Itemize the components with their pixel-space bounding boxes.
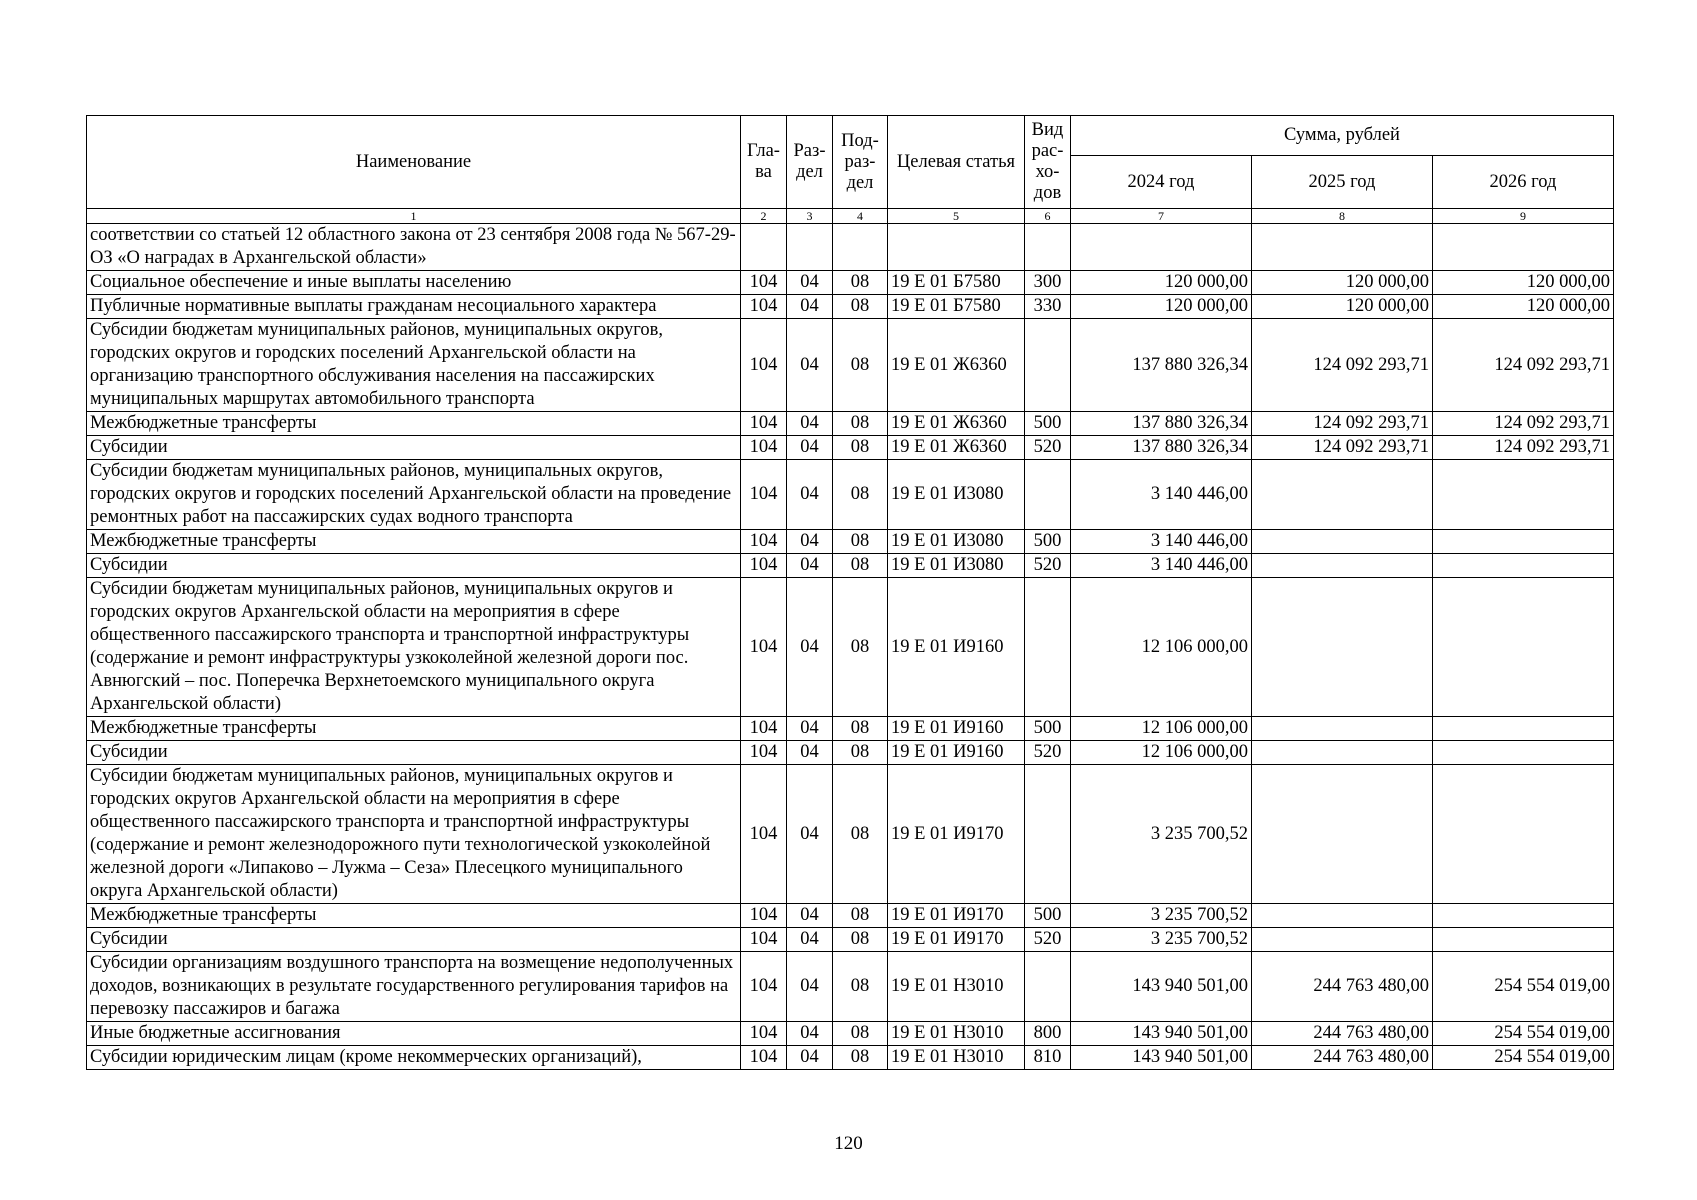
razdel-cell: 04 bbox=[787, 765, 833, 904]
celevaya-statya-cell: 19 Е 01 И3080 bbox=[888, 530, 1025, 554]
sum-2025-cell: 124 092 293,71 bbox=[1252, 319, 1433, 412]
podrazdel-cell: 08 bbox=[833, 295, 888, 319]
sum-2026-cell bbox=[1433, 904, 1614, 928]
row-name: Субсидии bbox=[87, 436, 741, 460]
celevaya-statya-cell: 19 Е 01 И9160 bbox=[888, 578, 1025, 717]
vid-rashodov-cell bbox=[1025, 578, 1071, 717]
podrazdel-cell: 08 bbox=[833, 412, 888, 436]
glava-cell: 104 bbox=[741, 717, 787, 741]
row-name: Межбюджетные трансферты bbox=[87, 717, 741, 741]
sum-2024-cell bbox=[1071, 224, 1252, 271]
razdel-cell bbox=[787, 224, 833, 271]
sum-2026-cell bbox=[1433, 765, 1614, 904]
sum-2025-cell bbox=[1252, 717, 1433, 741]
glava-cell: 104 bbox=[741, 412, 787, 436]
sum-2025-cell: 120 000,00 bbox=[1252, 271, 1433, 295]
column-number: 4 bbox=[833, 209, 888, 224]
podrazdel-cell: 08 bbox=[833, 554, 888, 578]
column-numbers-row bbox=[87, 209, 1614, 224]
header-year-2025: 2025 год bbox=[1252, 156, 1433, 209]
table-row bbox=[87, 412, 1614, 436]
row-name: Субсидии bbox=[87, 741, 741, 765]
sum-2026-cell bbox=[1433, 224, 1614, 271]
sum-2026-cell bbox=[1433, 741, 1614, 765]
sum-2024-cell: 137 880 326,34 bbox=[1071, 412, 1252, 436]
sum-2025-cell bbox=[1252, 554, 1433, 578]
sum-2024-cell: 3 235 700,52 bbox=[1071, 765, 1252, 904]
glava-cell: 104 bbox=[741, 1046, 787, 1070]
sum-2024-cell: 143 940 501,00 bbox=[1071, 1046, 1252, 1070]
razdel-cell: 04 bbox=[787, 952, 833, 1022]
row-name: Субсидии бюджетам муниципальных районов, муниципальных округов, городских округов и городских поселений Архангельской области на организацию транспортного обслуживания населения на пассажирских муниципальных маршрутах автомобильного транспорта bbox=[87, 319, 741, 412]
sum-2025-cell bbox=[1252, 765, 1433, 904]
sum-2025-cell: 124 092 293,71 bbox=[1252, 412, 1433, 436]
glava-cell: 104 bbox=[741, 928, 787, 952]
table-row bbox=[87, 1046, 1614, 1070]
table-row bbox=[87, 319, 1614, 412]
table-row bbox=[87, 717, 1614, 741]
row-name: Межбюджетные трансферты bbox=[87, 412, 741, 436]
sum-2024-cell: 143 940 501,00 bbox=[1071, 1022, 1252, 1046]
column-number: 2 bbox=[741, 209, 787, 224]
vid-rashodov-cell: 500 bbox=[1025, 717, 1071, 741]
vid-rashodov-cell: 500 bbox=[1025, 904, 1071, 928]
celevaya-statya-cell: 19 Е 01 Ж6360 bbox=[888, 412, 1025, 436]
row-name: Субсидии бюджетам муниципальных районов, муниципальных округов и городских округов Архангельской области на мероприятия в сфере общественного пассажирского транспорта и транспортной инфраструктуры (содержание и ремонт инфраструктуры узкоколейной железной дороги пос. Авнюгский – пос. Поперечка Верхнетоемского муниципального округа Архангельской области) bbox=[87, 578, 741, 717]
vid-rashodov-cell: 810 bbox=[1025, 1046, 1071, 1070]
sum-2026-cell bbox=[1433, 717, 1614, 741]
budget-table bbox=[86, 115, 1614, 1070]
glava-cell: 104 bbox=[741, 530, 787, 554]
row-name: Межбюджетные трансферты bbox=[87, 904, 741, 928]
glava-cell: 104 bbox=[741, 741, 787, 765]
row-name: Субсидии бюджетам муниципальных районов, муниципальных округов, городских округов и городских поселений Архангельской области на проведение ремонтных работ на пассажирских судах водного транспорта bbox=[87, 460, 741, 530]
table-row bbox=[87, 271, 1614, 295]
row-name: соответствии со статьей 12 областного закона от 23 сентября 2008 года № 567-29-ОЗ «О наградах в Архангельской области» bbox=[87, 224, 741, 271]
sum-2026-cell bbox=[1433, 578, 1614, 717]
table-row bbox=[87, 1022, 1614, 1046]
vid-rashodov-cell: 520 bbox=[1025, 436, 1071, 460]
row-name: Публичные нормативные выплаты гражданам несоциального характера bbox=[87, 295, 741, 319]
vid-rashodov-cell: 520 bbox=[1025, 741, 1071, 765]
podrazdel-cell: 08 bbox=[833, 741, 888, 765]
celevaya-statya-cell: 19 Е 01 И3080 bbox=[888, 460, 1025, 530]
podrazdel-cell: 08 bbox=[833, 1046, 888, 1070]
sum-2026-cell: 254 554 019,00 bbox=[1433, 952, 1614, 1022]
glava-cell: 104 bbox=[741, 295, 787, 319]
header-row bbox=[87, 116, 1614, 156]
celevaya-statya-cell: 19 Е 01 И9160 bbox=[888, 741, 1025, 765]
podrazdel-cell: 08 bbox=[833, 460, 888, 530]
sum-2024-cell: 3 235 700,52 bbox=[1071, 904, 1252, 928]
sum-2025-cell: 120 000,00 bbox=[1252, 295, 1433, 319]
vid-rashodov-cell bbox=[1025, 319, 1071, 412]
razdel-cell: 04 bbox=[787, 1046, 833, 1070]
glava-cell: 104 bbox=[741, 271, 787, 295]
razdel-cell: 04 bbox=[787, 928, 833, 952]
sum-2026-cell bbox=[1433, 530, 1614, 554]
sum-2024-cell: 143 940 501,00 bbox=[1071, 952, 1252, 1022]
vid-rashodov-cell bbox=[1025, 952, 1071, 1022]
glava-cell: 104 bbox=[741, 1022, 787, 1046]
celevaya-statya-cell bbox=[888, 224, 1025, 271]
row-name: Субсидии бюджетам муниципальных районов, муниципальных округов и городских округов Архангельской области на мероприятия в сфере общественного пассажирского транспорта и транспортной инфраструктуры (содержание и ремонт железнодорожного пути технологической узкоколейной железной дороги «Липаково – Лужма – Сеза» Плесецкого муниципального округа Архангельской области) bbox=[87, 765, 741, 904]
vid-rashodov-cell: 300 bbox=[1025, 271, 1071, 295]
table-row bbox=[87, 224, 1614, 271]
header-podrazdel: Под-раз-дел bbox=[833, 116, 888, 209]
glava-cell: 104 bbox=[741, 578, 787, 717]
sum-2024-cell: 12 106 000,00 bbox=[1071, 578, 1252, 717]
sum-2024-cell: 12 106 000,00 bbox=[1071, 717, 1252, 741]
row-name: Социальное обеспечение и иные выплаты населению bbox=[87, 271, 741, 295]
vid-rashodov-cell: 330 bbox=[1025, 295, 1071, 319]
header-vid-rashodov: Вид рас-хо-дов bbox=[1025, 116, 1071, 209]
header-year-2024: 2024 год bbox=[1071, 156, 1252, 209]
sum-2026-cell: 124 092 293,71 bbox=[1433, 412, 1614, 436]
sum-2025-cell bbox=[1252, 928, 1433, 952]
sum-2026-cell bbox=[1433, 554, 1614, 578]
podrazdel-cell: 08 bbox=[833, 765, 888, 904]
column-number: 1 bbox=[87, 209, 741, 224]
column-number: 3 bbox=[787, 209, 833, 224]
table-row bbox=[87, 295, 1614, 319]
column-number: 5 bbox=[888, 209, 1025, 224]
sum-2025-cell bbox=[1252, 741, 1433, 765]
razdel-cell: 04 bbox=[787, 295, 833, 319]
header-year-2026: 2026 год bbox=[1433, 156, 1614, 209]
celevaya-statya-cell: 19 Е 01 И9160 bbox=[888, 717, 1025, 741]
vid-rashodov-cell bbox=[1025, 460, 1071, 530]
vid-rashodov-cell: 500 bbox=[1025, 412, 1071, 436]
razdel-cell: 04 bbox=[787, 436, 833, 460]
vid-rashodov-cell bbox=[1025, 224, 1071, 271]
row-name: Субсидии bbox=[87, 554, 741, 578]
glava-cell: 104 bbox=[741, 460, 787, 530]
sum-2025-cell: 244 763 480,00 bbox=[1252, 1046, 1433, 1070]
celevaya-statya-cell: 19 Е 01 Н3010 bbox=[888, 1046, 1025, 1070]
column-number: 8 bbox=[1252, 209, 1433, 224]
podrazdel-cell: 08 bbox=[833, 319, 888, 412]
celevaya-statya-cell: 19 Е 01 И3080 bbox=[888, 554, 1025, 578]
sum-2025-cell bbox=[1252, 460, 1433, 530]
sum-2025-cell bbox=[1252, 904, 1433, 928]
table-row bbox=[87, 765, 1614, 904]
sum-2025-cell bbox=[1252, 578, 1433, 717]
sum-2025-cell: 244 763 480,00 bbox=[1252, 1022, 1433, 1046]
column-number: 9 bbox=[1433, 209, 1614, 224]
vid-rashodov-cell bbox=[1025, 765, 1071, 904]
table-row bbox=[87, 904, 1614, 928]
razdel-cell: 04 bbox=[787, 578, 833, 717]
header-glava: Гла-ва bbox=[741, 116, 787, 209]
sum-2024-cell: 12 106 000,00 bbox=[1071, 741, 1252, 765]
glava-cell: 104 bbox=[741, 319, 787, 412]
podrazdel-cell: 08 bbox=[833, 578, 888, 717]
podrazdel-cell: 08 bbox=[833, 717, 888, 741]
celevaya-statya-cell: 19 Е 01 И9170 bbox=[888, 928, 1025, 952]
table-row bbox=[87, 436, 1614, 460]
glava-cell: 104 bbox=[741, 436, 787, 460]
razdel-cell: 04 bbox=[787, 717, 833, 741]
page-number: 120 bbox=[834, 1133, 863, 1154]
razdel-cell: 04 bbox=[787, 741, 833, 765]
table-row bbox=[87, 928, 1614, 952]
vid-rashodov-cell: 520 bbox=[1025, 554, 1071, 578]
header-razdel: Раз-дел bbox=[787, 116, 833, 209]
razdel-cell: 04 bbox=[787, 412, 833, 436]
column-number: 7 bbox=[1071, 209, 1252, 224]
vid-rashodov-cell: 520 bbox=[1025, 928, 1071, 952]
header-summa: Сумма, рублей bbox=[1071, 116, 1614, 156]
sum-2025-cell bbox=[1252, 530, 1433, 554]
podrazdel-cell: 08 bbox=[833, 1022, 888, 1046]
glava-cell: 104 bbox=[741, 765, 787, 904]
razdel-cell: 04 bbox=[787, 554, 833, 578]
sum-2024-cell: 3 235 700,52 bbox=[1071, 928, 1252, 952]
sum-2026-cell: 254 554 019,00 bbox=[1433, 1046, 1614, 1070]
table-row bbox=[87, 460, 1614, 530]
vid-rashodov-cell: 800 bbox=[1025, 1022, 1071, 1046]
sum-2025-cell bbox=[1252, 224, 1433, 271]
sum-2024-cell: 120 000,00 bbox=[1071, 295, 1252, 319]
row-name: Иные бюджетные ассигнования bbox=[87, 1022, 741, 1046]
podrazdel-cell bbox=[833, 224, 888, 271]
celevaya-statya-cell: 19 Е 01 Б7580 bbox=[888, 271, 1025, 295]
header-name: Наименование bbox=[87, 116, 741, 209]
glava-cell: 104 bbox=[741, 904, 787, 928]
razdel-cell: 04 bbox=[787, 530, 833, 554]
glava-cell: 104 bbox=[741, 952, 787, 1022]
razdel-cell: 04 bbox=[787, 904, 833, 928]
table-row bbox=[87, 554, 1614, 578]
table-row bbox=[87, 530, 1614, 554]
podrazdel-cell: 08 bbox=[833, 952, 888, 1022]
sum-2026-cell: 254 554 019,00 bbox=[1433, 1022, 1614, 1046]
sum-2026-cell: 120 000,00 bbox=[1433, 271, 1614, 295]
podrazdel-cell: 08 bbox=[833, 271, 888, 295]
column-number: 6 bbox=[1025, 209, 1071, 224]
row-name: Межбюджетные трансферты bbox=[87, 530, 741, 554]
sum-2024-cell: 3 140 446,00 bbox=[1071, 530, 1252, 554]
sum-2026-cell: 124 092 293,71 bbox=[1433, 436, 1614, 460]
vid-rashodov-cell: 500 bbox=[1025, 530, 1071, 554]
razdel-cell: 04 bbox=[787, 460, 833, 530]
glava-cell bbox=[741, 224, 787, 271]
sum-2026-cell: 120 000,00 bbox=[1433, 295, 1614, 319]
sum-2024-cell: 137 880 326,34 bbox=[1071, 436, 1252, 460]
sum-2025-cell: 124 092 293,71 bbox=[1252, 436, 1433, 460]
sum-2024-cell: 3 140 446,00 bbox=[1071, 460, 1252, 530]
podrazdel-cell: 08 bbox=[833, 530, 888, 554]
table-row bbox=[87, 741, 1614, 765]
razdel-cell: 04 bbox=[787, 1022, 833, 1046]
glava-cell: 104 bbox=[741, 554, 787, 578]
podrazdel-cell: 08 bbox=[833, 904, 888, 928]
sum-2024-cell: 3 140 446,00 bbox=[1071, 554, 1252, 578]
table-row bbox=[87, 578, 1614, 717]
celevaya-statya-cell: 19 Е 01 Б7580 bbox=[888, 295, 1025, 319]
celevaya-statya-cell: 19 Е 01 И9170 bbox=[888, 904, 1025, 928]
row-name: Субсидии организациям воздушного транспорта на возмещение недополученных доходов, возникающих в результате государственного регулирования тарифов на перевозку пассажиров и багажа bbox=[87, 952, 741, 1022]
sum-2024-cell: 120 000,00 bbox=[1071, 271, 1252, 295]
razdel-cell: 04 bbox=[787, 319, 833, 412]
row-name: Субсидии bbox=[87, 928, 741, 952]
sum-2026-cell bbox=[1433, 460, 1614, 530]
sum-2024-cell: 137 880 326,34 bbox=[1071, 319, 1252, 412]
celevaya-statya-cell: 19 Е 01 И9170 bbox=[888, 765, 1025, 904]
table-body bbox=[87, 224, 1614, 1070]
celevaya-statya-cell: 19 Е 01 Ж6360 bbox=[888, 436, 1025, 460]
table-row bbox=[87, 952, 1614, 1022]
podrazdel-cell: 08 bbox=[833, 436, 888, 460]
celevaya-statya-cell: 19 Е 01 Н3010 bbox=[888, 1022, 1025, 1046]
sum-2026-cell bbox=[1433, 928, 1614, 952]
podrazdel-cell: 08 bbox=[833, 928, 888, 952]
razdel-cell: 04 bbox=[787, 271, 833, 295]
celevaya-statya-cell: 19 Е 01 Ж6360 bbox=[888, 319, 1025, 412]
celevaya-statya-cell: 19 Е 01 Н3010 bbox=[888, 952, 1025, 1022]
sum-2026-cell: 124 092 293,71 bbox=[1433, 319, 1614, 412]
sum-2025-cell: 244 763 480,00 bbox=[1252, 952, 1433, 1022]
row-name: Субсидии юридическим лицам (кроме некоммерческих организаций), bbox=[87, 1046, 741, 1070]
header-celevaya-statya: Целевая статья bbox=[888, 116, 1025, 209]
